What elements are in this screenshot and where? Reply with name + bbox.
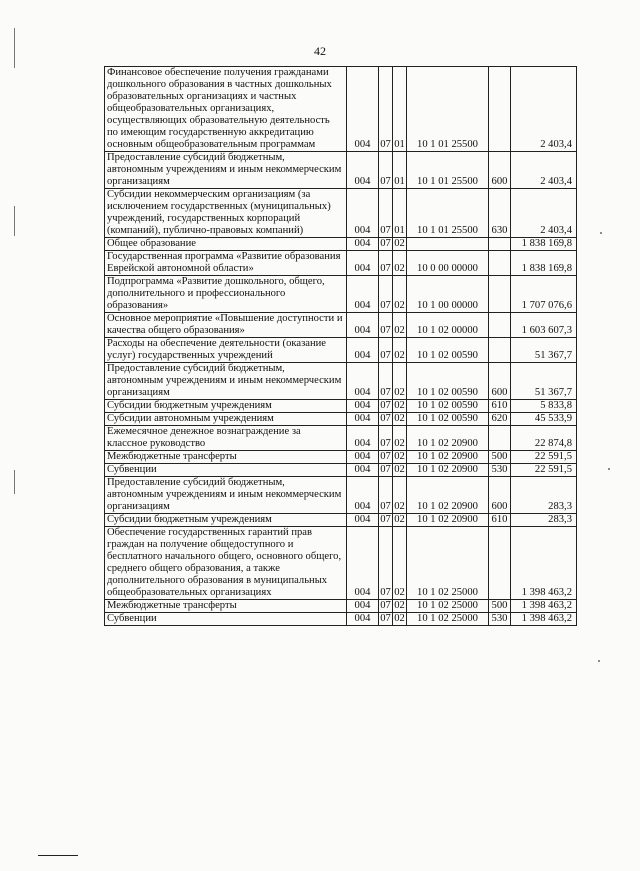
row-name-cell: Субсидии некоммерческим организациям (за исключением государственных (муниципальных) учреждений, государственных корпораций (компаний), публично-правовых компаний)	[105, 189, 347, 238]
expense-type-code-cell: 500	[489, 600, 511, 613]
row-name-cell: Государственная программа «Развитие образования Еврейской автономной области»	[105, 251, 347, 276]
expense-type-code-cell: 620	[489, 413, 511, 426]
section-code-cell: 07	[380, 613, 391, 624]
row-name-cell: Субсидии бюджетным учреждениям	[105, 514, 347, 527]
table-row	[105, 251, 577, 276]
scan-footer-line	[38, 855, 78, 856]
scan-speck	[600, 232, 602, 234]
amount-cell: 283,3	[511, 477, 577, 514]
row-name-cell: Предоставление субсидий бюджетным, автономным учреждениям и иным некоммерческим организациям	[105, 477, 347, 514]
row-name-cell: Субсидии автономным учреждениям	[105, 413, 347, 426]
amount-cell: 22 591,5	[511, 464, 577, 477]
subsection-code-cell: 01	[393, 189, 407, 238]
target-item-code-cell: 10 1 01 25500	[407, 152, 489, 189]
subsection-code-cell: 02	[394, 451, 405, 462]
amount-cell: 1 838 169,8	[511, 238, 577, 251]
row-name-cell: Общее образование	[105, 238, 347, 251]
section-code-cell: 07	[380, 600, 391, 611]
row-name-cell: Предоставление субсидий бюджетным, автономным учреждениям и иным некоммерческим организациям	[105, 363, 347, 400]
section-code-cell: 07	[380, 451, 391, 462]
ministry-code-cell: 004	[347, 276, 379, 313]
target-item-code-cell: 10 1 02 20900	[407, 477, 489, 514]
section-code-cell: 07	[380, 413, 391, 424]
amount-cell: 45 533,9	[511, 413, 577, 426]
expense-type-code-cell	[489, 276, 511, 313]
ministry-code-cell: 004	[347, 238, 379, 251]
subsection-code-cell: 02	[393, 313, 407, 338]
ministry-code-cell: 004	[347, 514, 379, 527]
budget-table	[104, 66, 577, 626]
table-row	[105, 67, 577, 152]
target-item-code-cell: 10 1 02 25000	[407, 527, 489, 600]
expense-type-code-cell	[489, 338, 511, 363]
target-item-code-cell: 10 1 02 00000	[407, 313, 489, 338]
subsection-code-cell: 02	[393, 338, 407, 363]
table-row	[105, 238, 577, 251]
target-item-code-cell: 10 1 02 00590	[407, 400, 489, 413]
subsection-code-cell: 02	[393, 527, 407, 600]
subsection-code-cell: 02	[394, 464, 405, 475]
scan-speck	[598, 660, 600, 662]
ministry-code-cell: 004	[347, 338, 379, 363]
target-item-code-cell: 10 1 01 25500	[407, 67, 489, 152]
target-item-code-cell: 10 1 02 20900	[407, 464, 489, 477]
table-row	[105, 464, 577, 477]
amount-cell: 5 833,8	[511, 400, 577, 413]
amount-cell: 2 403,4	[511, 189, 577, 238]
table-row	[105, 338, 577, 363]
row-name-cell: Межбюджетные трансферты	[105, 600, 347, 613]
ministry-code-cell: 004	[347, 477, 379, 514]
target-item-code-cell: 10 1 02 00590	[407, 363, 489, 400]
expense-type-code-cell: 500	[489, 451, 511, 464]
ministry-code-cell: 004	[347, 527, 379, 600]
section-code-cell: 07	[380, 464, 391, 475]
section-code-cell: 07	[379, 276, 393, 313]
target-item-code-cell: 10 1 02 00590	[407, 413, 489, 426]
target-item-code-cell: 10 0 00 00000	[407, 251, 489, 276]
ministry-code-cell: 004	[347, 400, 379, 413]
table-row	[105, 451, 577, 464]
amount-cell: 1 838 169,8	[511, 251, 577, 276]
expense-type-code-cell	[489, 426, 511, 451]
ministry-code-cell: 004	[347, 67, 379, 152]
section-code-cell: 07	[379, 152, 393, 189]
section-code-cell: 07	[379, 527, 393, 600]
scan-speck	[608, 468, 610, 470]
ministry-code-cell: 004	[347, 313, 379, 338]
expense-type-code-cell: 630	[489, 189, 511, 238]
amount-cell: 51 367,7	[511, 338, 577, 363]
target-item-code-cell: 10 1 01 25500	[407, 189, 489, 238]
table-row	[105, 313, 577, 338]
table-row	[105, 600, 577, 613]
row-name-cell: Подпрограмма «Развитие дошкольного, общего, дополнительного и профессионального образования»	[105, 276, 347, 313]
row-name-cell: Основное мероприятие «Повышение доступности и качества общего образования»	[105, 313, 347, 338]
table-row	[105, 426, 577, 451]
section-code-cell: 07	[379, 338, 393, 363]
expense-type-code-cell: 600	[489, 152, 511, 189]
amount-cell: 1 398 463,2	[511, 600, 577, 613]
expense-type-code-cell	[489, 313, 511, 338]
subsection-code-cell: 01	[393, 67, 407, 152]
expense-type-code-cell: 600	[489, 363, 511, 400]
table-row	[105, 276, 577, 313]
target-item-code-cell: 10 1 02 25000	[407, 600, 489, 613]
expense-type-code-cell: 610	[489, 400, 511, 413]
subsection-code-cell: 02	[394, 613, 405, 624]
amount-cell: 283,3	[511, 514, 577, 527]
amount-cell: 1 398 463,2	[511, 527, 577, 600]
subsection-code-cell: 02	[393, 363, 407, 400]
ministry-code-cell: 004	[347, 464, 379, 477]
table-row	[105, 189, 577, 238]
ministry-code-cell: 004	[347, 413, 379, 426]
section-code-cell: 07	[380, 514, 391, 525]
ministry-code-cell: 004	[347, 600, 379, 613]
table-row	[105, 613, 577, 626]
row-name-cell: Ежемесячное денежное вознаграждение за классное руководство	[105, 426, 347, 451]
subsection-code-cell: 02	[394, 413, 405, 424]
section-code-cell: 07	[379, 189, 393, 238]
amount-cell: 2 403,4	[511, 67, 577, 152]
section-code-cell: 07	[380, 400, 391, 411]
subsection-code-cell: 02	[394, 238, 405, 249]
target-item-code-cell: 10 1 02 20900	[407, 426, 489, 451]
subsection-code-cell: 02	[393, 477, 407, 514]
ministry-code-cell: 004	[347, 451, 379, 464]
section-code-cell: 07	[379, 363, 393, 400]
expense-type-code-cell	[489, 67, 511, 152]
section-code-cell: 07	[379, 67, 393, 152]
amount-cell: 51 367,7	[511, 363, 577, 400]
table-row	[105, 514, 577, 527]
amount-cell: 1 398 463,2	[511, 613, 577, 626]
row-name-cell: Межбюджетные трансферты	[105, 451, 347, 464]
ministry-code-cell: 004	[347, 613, 379, 626]
target-item-code-cell: 10 1 02 25000	[407, 613, 489, 626]
expense-type-code-cell: 610	[489, 514, 511, 527]
row-name-cell: Субвенции	[105, 613, 347, 626]
section-code-cell: 07	[379, 426, 393, 451]
amount-cell: 1 707 076,6	[511, 276, 577, 313]
row-name-cell: Финансовое обеспечение получения гражданами дошкольного образования в частных дошкольных образовательных организациях и частных общеобразовательных организациях, осуществляющих образовательную деятельность по имеющим государственную аккредитацию основным общеобразовательным программам	[105, 67, 347, 152]
amount-cell: 22 874,8	[511, 426, 577, 451]
target-item-code-cell	[407, 238, 489, 251]
subsection-code-cell: 02	[394, 514, 405, 525]
ministry-code-cell: 004	[347, 152, 379, 189]
subsection-code-cell: 02	[393, 426, 407, 451]
subsection-code-cell: 02	[393, 276, 407, 313]
expense-type-code-cell: 530	[489, 464, 511, 477]
section-code-cell: 07	[379, 477, 393, 514]
section-code-cell: 07	[379, 313, 393, 338]
table-row	[105, 477, 577, 514]
amount-cell: 1 603 607,3	[511, 313, 577, 338]
page-number: 42	[314, 44, 326, 58]
subsection-code-cell: 01	[393, 152, 407, 189]
row-name-cell: Субсидии бюджетным учреждениям	[105, 400, 347, 413]
table-row	[105, 413, 577, 426]
table-row	[105, 527, 577, 600]
ministry-code-cell: 004	[347, 363, 379, 400]
row-name-cell: Субвенции	[105, 464, 347, 477]
amount-cell: 22 591,5	[511, 451, 577, 464]
expense-type-code-cell	[489, 251, 511, 276]
expense-type-code-cell: 530	[489, 613, 511, 626]
table-row	[105, 363, 577, 400]
subsection-code-cell: 02	[394, 400, 405, 411]
row-name-cell: Обеспечение государственных гарантий прав граждан на получение общедоступного и бесплатного начального общего, основного общего, среднего общего образования, а также дополнительного образования в муниципальных общеобразовательных организациях	[105, 527, 347, 600]
row-name-cell: Предоставление субсидий бюджетным, автономным учреждениям и иным некоммерческим организациям	[105, 152, 347, 189]
row-name-cell: Расходы на обеспечение деятельности (оказание услуг) государственных учреждений	[105, 338, 347, 363]
scan-margin-line	[14, 206, 15, 236]
table-row	[105, 152, 577, 189]
expense-type-code-cell	[489, 527, 511, 600]
ministry-code-cell: 004	[347, 251, 379, 276]
ministry-code-cell: 004	[347, 189, 379, 238]
amount-cell: 2 403,4	[511, 152, 577, 189]
section-code-cell: 07	[379, 251, 393, 276]
target-item-code-cell: 10 1 00 00000	[407, 276, 489, 313]
target-item-code-cell: 10 1 02 20900	[407, 514, 489, 527]
table-row	[105, 400, 577, 413]
ministry-code-cell: 004	[347, 426, 379, 451]
section-code-cell: 07	[380, 238, 391, 249]
subsection-code-cell: 02	[393, 251, 407, 276]
target-item-code-cell: 10 1 02 20900	[407, 451, 489, 464]
expense-type-code-cell: 600	[489, 477, 511, 514]
expense-type-code-cell	[489, 238, 511, 251]
scan-margin-line	[14, 470, 15, 494]
target-item-code-cell: 10 1 02 00590	[407, 338, 489, 363]
subsection-code-cell: 02	[394, 600, 405, 611]
